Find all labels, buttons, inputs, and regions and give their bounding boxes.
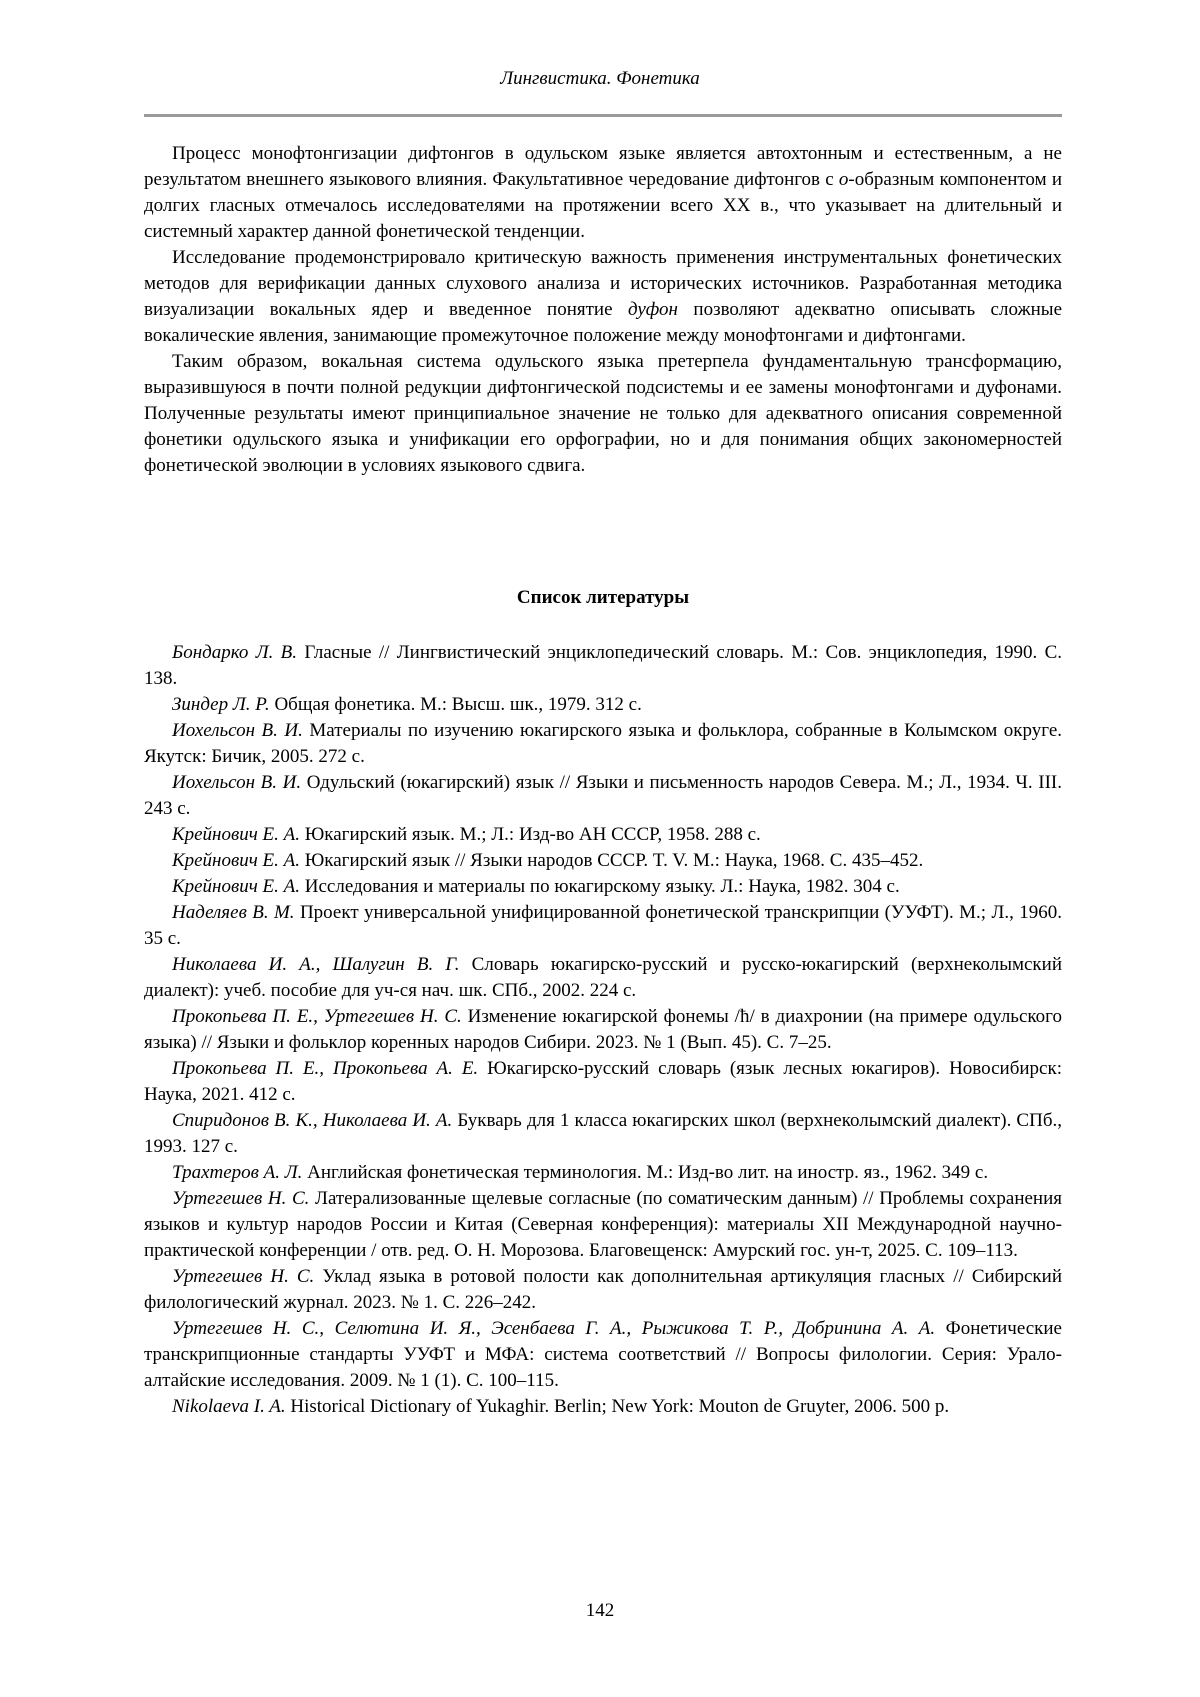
reference-text: Букварь для 1 класса юкагирских школ (верхнеколымский диалект). СПб., 1993. 127 с. <box>144 1110 1062 1157</box>
reference-author: Прокопьева П. Е., Уртегешев Н. С. <box>172 1006 462 1027</box>
reference-text: Одульский (юкагирский) язык // Языки и письменность народов Севера. М.; Л., 1934. Ч. III. 243 с. <box>144 772 1062 819</box>
reference-item <box>144 1264 1062 1316</box>
reference-text: Материалы по изучению юкагирского языка и фольклора, собранные в Колымском округе. Якутск: Бичик, 2005. 272 с. <box>144 720 1062 767</box>
reference-text: Historical Dictionary of Yukaghir. Berlin; New York: Mouton de Gruyter, 2006. 500 p. <box>285 1396 950 1417</box>
reference-item <box>144 1186 1062 1264</box>
reference-item <box>144 848 1062 874</box>
reference-author: Уртегешев Н. С., Селютина И. Я., Эсенбаева Г. А., Рыжикова Т. Р., Добринина А. А. <box>172 1318 936 1339</box>
running-header: Лингвистика. Фонетика <box>500 68 700 89</box>
reference-item <box>144 952 1062 1004</box>
paragraph: Таким образом, вокальная система одульского языка претерпела фундаментальную трансформацию, выразившуюся в почти полной редукции дифтонгической подсистемы и ее замены монофтонгами и дуфонами. Полученные результаты имеют принципиальное значение не только для адекватного описания современной фонетики одульского языка и унификации его орфографии, но и для понимания общих закономерностей фонетической эволюции в условиях языкового сдвига. <box>144 351 1062 476</box>
reference-item <box>144 770 1062 822</box>
reference-item <box>144 640 1062 692</box>
reference-author: Трахтеров А. Л. <box>172 1162 303 1183</box>
reference-author: Крейнович Е. А. <box>172 850 300 871</box>
reference-text: Общая фонетика. М.: Высш. шк., 1979. 312 с. <box>269 694 642 715</box>
reference-item <box>144 1160 1062 1186</box>
reference-item <box>144 718 1062 770</box>
reference-author: Крейнович Е. А. <box>172 876 300 897</box>
reference-author: Спиридонов В. К., Николаева И. А. <box>172 1110 453 1131</box>
reference-text: Исследования и материалы по юкагирскому языку. Л.: Наука, 1982. 304 с. <box>300 876 900 897</box>
reference-author: Бондарко Л. В. <box>172 642 298 663</box>
reference-author: Иохельсон В. И. <box>172 720 303 741</box>
paragraph <box>144 245 1062 349</box>
paragraph-text: Процесс монофтонгизации дифтонгов в одульском языке является автохтонным и естественным, а не результатом внешнего языкового влияния. Факультативное чередование дифтонгов с <box>144 143 1062 190</box>
reference-author: Наделяев В. М. <box>172 902 295 923</box>
reference-author: Nikolaeva I. A. <box>172 1396 286 1417</box>
reference-text: Английская фонетическая терминология. М.: Изд-во лит. на иностр. яз., 1962. 349 с. <box>302 1162 989 1183</box>
reference-text: Латерализованные щелевые согласные (по соматическим данным) // Проблемы сохранения языков и культур народов России и Китая (Северная конференция): материалы XII Международной научно-практической конференции / отв. ред. О. Н. Морозова. Благовещенск: Амурский гос. ун-т, 2025. С. 109–113. <box>144 1188 1062 1261</box>
reference-text: Изменение юкагирской фонемы /ħ/ в диахронии (на примере одульского языка) // Языки и фольклор коренных народов Сибири. 2023. № 1 (Вып. 45). С. 7–25. <box>144 1006 1062 1053</box>
reference-text: Фонетические транскрипционные стандарты УУФТ и МФА: система соответствий // Вопросы филологии. Серия: Урало-алтайские исследования. 2009. № 1 (1). С. 100–115. <box>144 1318 1062 1391</box>
page-number: 142 <box>585 1600 615 1621</box>
italic-term: о <box>838 169 849 190</box>
reference-text: Юкагирский язык // Языки народов СССР. T. V. М.: Наука, 1968. С. 435–452. <box>300 850 924 871</box>
reference-author: Прокопьева П. Е., Прокопьева А. Е. <box>172 1058 479 1079</box>
italic-term: дуфон <box>627 299 678 320</box>
reference-item <box>144 1056 1062 1108</box>
reference-author: Уртегешев Н. С. <box>172 1266 315 1287</box>
reference-text: Юкагирско-русский словарь (язык лесных юкагиров). Новосибирск: Наука, 2021. 412 с. <box>144 1058 1062 1105</box>
reference-item <box>144 1108 1062 1160</box>
paragraph-text: позволяют адекватно описывать сложные вокалические явления, занимающие промежуточное положение между монофтонгами и дифтонгами. <box>144 299 1062 346</box>
paragraph-text: -образным компонентом и долгих гласных отмечалось исследователями на протяжении всего XX в., что указывает на длительный и системный характер данной фонетической тенденции. <box>144 169 1062 242</box>
paragraph-text: Исследование продемонстрировало критическую важность применения инструментальных фонетических методов для верификации данных слухового анализа и исторических источников. Разработанная методика визуализации вокальных ядер и введенное понятие <box>144 247 1062 320</box>
reference-author: Николаева И. А., Шалугин В. Г. <box>172 954 460 975</box>
paragraph <box>144 141 1062 245</box>
reference-item <box>144 822 1062 848</box>
references-list <box>144 640 1062 1420</box>
reference-text: Юкагирский язык. М.; Л.: Изд-во АН СССР, 1958. 288 с. <box>300 824 761 845</box>
body-text <box>144 141 1062 479</box>
reference-text: Уклад языка в ротовой полости как дополнительная артикуляция гласных // Сибирский филологический журнал. 2023. № 1. С. 226–242. <box>144 1266 1062 1313</box>
reference-text: Проект универсальной унифицированной фонетической транскрипции (УУФТ). М.; Л., 1960. 35 с. <box>144 902 1062 949</box>
reference-item <box>144 1394 1062 1420</box>
references-title: Список литературы <box>516 587 690 608</box>
header-rule <box>144 114 1062 117</box>
reference-item <box>144 1316 1062 1394</box>
reference-item <box>144 900 1062 952</box>
reference-author: Зиндер Л. Р. <box>172 694 270 715</box>
reference-item <box>144 874 1062 900</box>
reference-item <box>144 1004 1062 1056</box>
reference-author: Крейнович Е. А. <box>172 824 300 845</box>
reference-author: Уртегешев Н. С. <box>172 1188 310 1209</box>
reference-text: Гласные // Лингвистический энциклопедический словарь. М.: Сов. энциклопедия, 1990. С. 138. <box>144 642 1063 689</box>
reference-item <box>144 692 1062 718</box>
reference-author: Иохельсон В. И. <box>172 772 302 793</box>
reference-text: Словарь юкагирско-русский и русско-юкагирский (верхнеколымский диалект): учеб. пособие для уч-ся нач. шк. СПб., 2002. 224 с. <box>144 954 1062 1001</box>
